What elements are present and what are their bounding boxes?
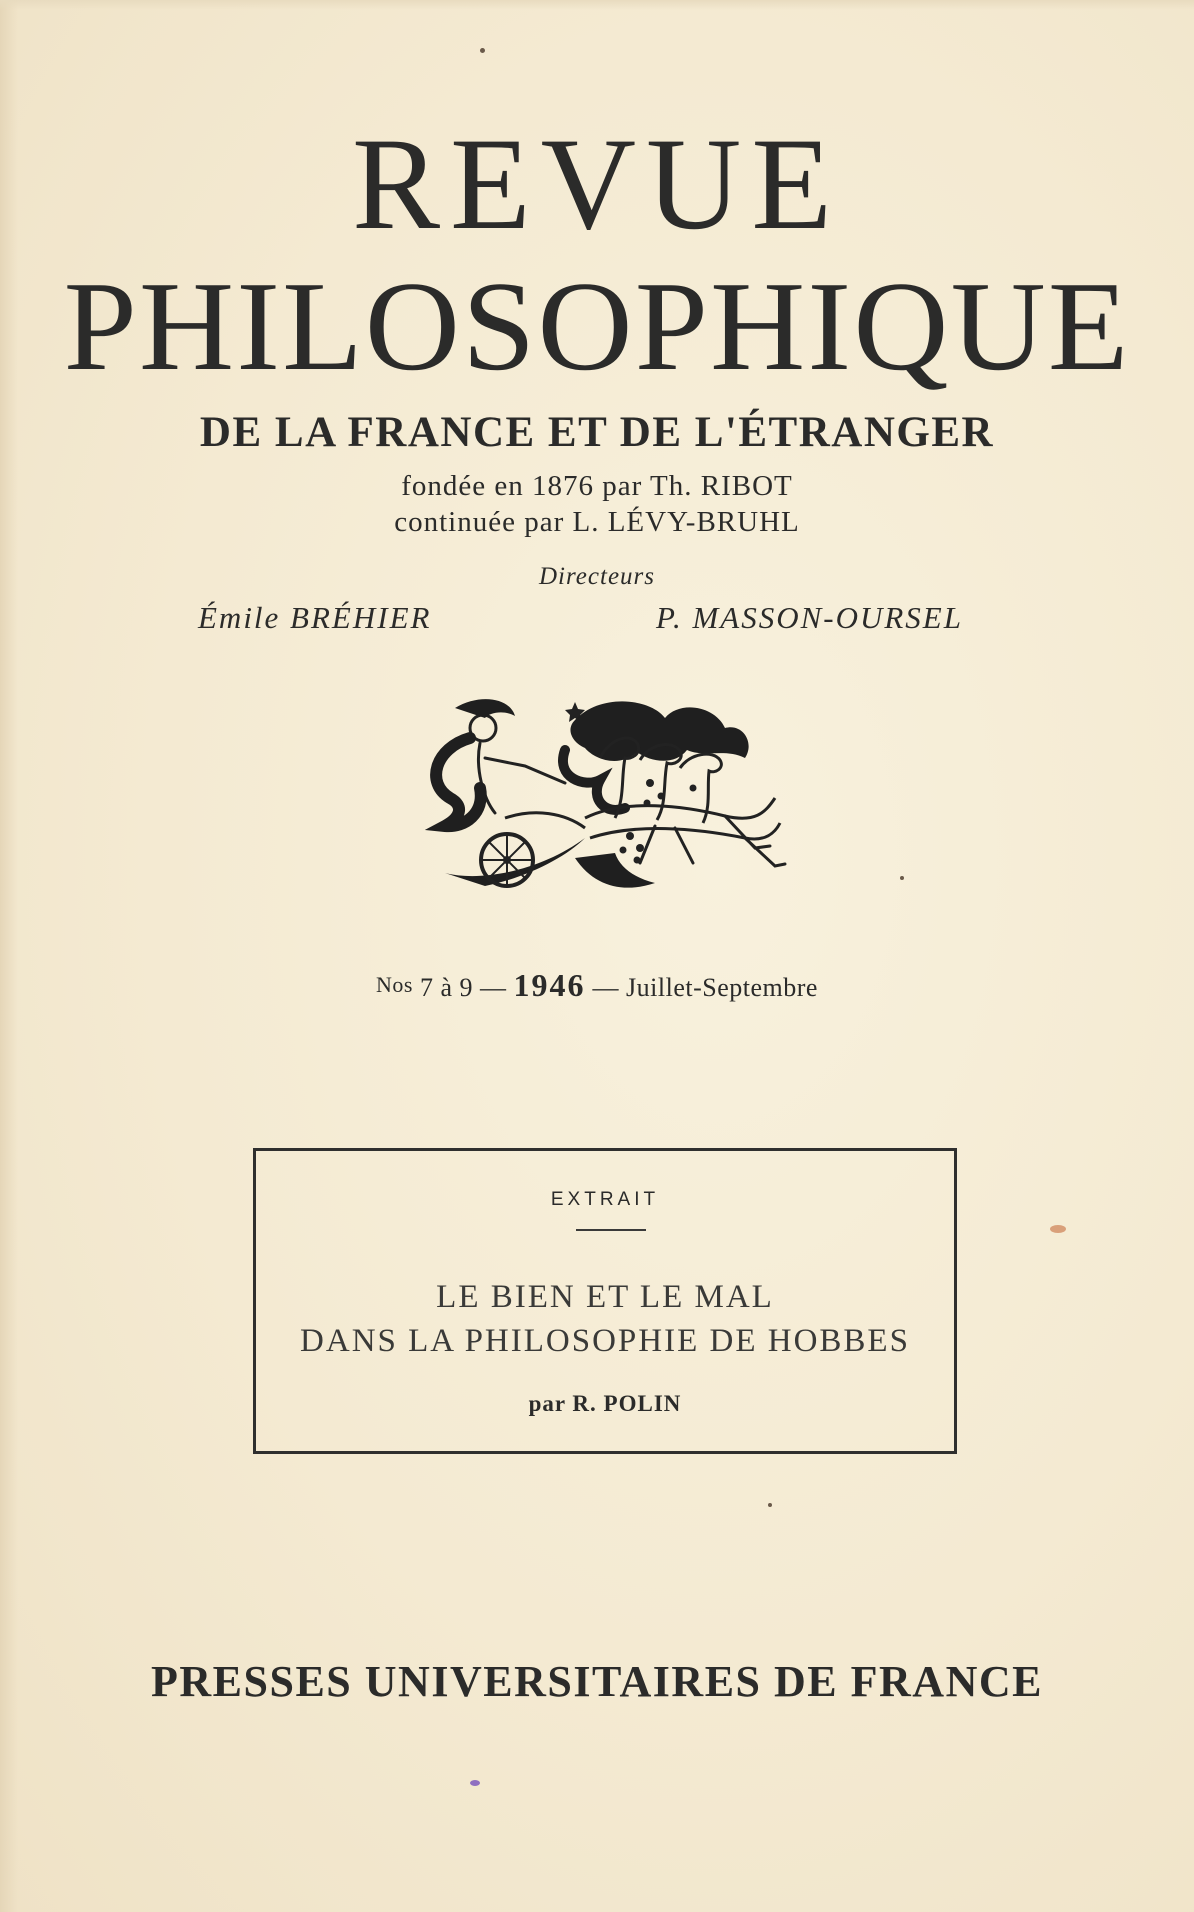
extract-box <box>253 1148 957 1454</box>
paper-speck <box>470 1780 480 1786</box>
director-left: Émile BRÉHIER <box>198 600 432 635</box>
director-right: P. MASSON-OURSEL <box>656 600 963 635</box>
directors-label: Directeurs <box>539 563 655 590</box>
founded-line: fondée en 1876 par Th. RIBOT <box>401 470 793 502</box>
paper-speck <box>1050 1225 1066 1233</box>
journal-title-line-1: REVUE <box>352 110 842 257</box>
extract-author: par R. POLIN <box>528 1391 682 1416</box>
continued-line: continuée par L. LÉVY-BRUHL <box>394 506 800 538</box>
paper-speck <box>480 48 485 53</box>
extract-title-line-2: DANS LA PHILOSOPHIE DE HOBBES <box>300 1323 910 1359</box>
publisher-name: PRESSES UNIVERSITAIRES DE FRANCE <box>151 1657 1043 1706</box>
journal-subtitle: DE LA FRANCE ET DE L'ÉTRANGER <box>199 409 995 456</box>
issue-numbers: 7 à 9 <box>420 973 474 1002</box>
paper-speck <box>768 1503 772 1507</box>
issue-year: 1946 <box>513 967 586 1003</box>
extract-divider <box>576 1229 646 1231</box>
issue-period: Juillet-Septembre <box>626 973 818 1002</box>
extract-title <box>256 1275 954 1363</box>
issue-dash-1: — <box>480 973 507 1002</box>
founding-credits <box>0 468 1194 540</box>
journal-title-line-2: PHILOSOPHIQUE <box>63 255 1131 397</box>
chariot-with-horses-emblem-icon <box>425 688 795 898</box>
issue-dash-2: — <box>592 973 620 1002</box>
issue-numbers-prefix: Nos <box>376 972 413 997</box>
paper-speck <box>900 876 904 880</box>
issue-line <box>0 967 1194 1004</box>
extract-kicker: EXTRAIT <box>550 1189 660 1210</box>
extract-title-line-1: LE BIEN ET LE MAL <box>436 1279 774 1315</box>
